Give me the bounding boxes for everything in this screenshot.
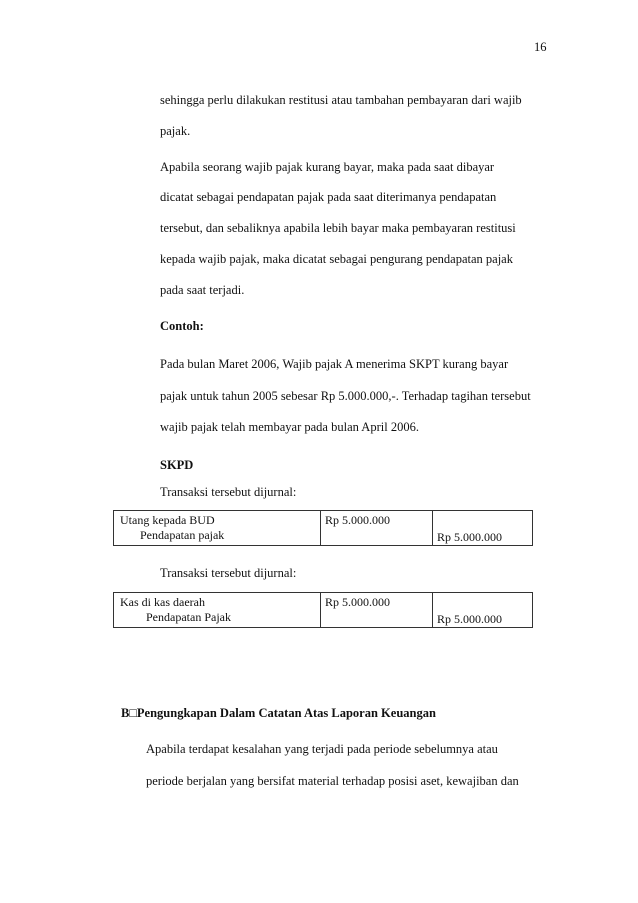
paragraph-line: dicatat sebagai pendapatan pajak pada saat diterimanya pendapatan	[160, 190, 497, 204]
contoh-heading: Contoh:	[160, 319, 204, 333]
section-title: Pengungkapan Dalam Catatan Atas Laporan Keuangan	[136, 706, 436, 720]
paragraph-line: wajib pajak telah membayar pada bulan April 2006.	[160, 420, 419, 434]
credit-account: Pendapatan pajak	[140, 528, 225, 542]
credit-account: Pendapatan Pajak	[146, 610, 231, 624]
paragraph-line: kepada wajib pajak, maka dicatat sebagai pengurang pendapatan pajak	[160, 252, 513, 266]
journal-caption: Transaksi tersebut dijurnal:	[160, 485, 297, 499]
debit-amount: Rp 5.000.000	[325, 513, 391, 527]
credit-amount: Rp 5.000.000	[437, 530, 503, 544]
credit-amount: Rp 5.000.000	[437, 612, 503, 626]
paragraph-line: tersebut, dan sebaliknya apabila lebih bayar maka pembayaran restitusi	[160, 221, 516, 235]
paragraph-line: Apabila seorang wajib pajak kurang bayar, maka pada saat dibayar	[160, 160, 495, 174]
paragraph-line: Apabila terdapat kesalahan yang terjadi pada periode sebelumnya atau	[146, 742, 498, 756]
section-heading	[121, 706, 436, 721]
paragraph-line: pajak untuk tahun 2005 sebesar Rp 5.000.000,-. Terhadap tagihan tersebut	[160, 389, 531, 403]
paragraph-line: sehingga perlu dilakukan restitusi atau tambahan pembayaran dari wajib	[160, 93, 522, 107]
paragraph-line: pada saat terjadi.	[160, 283, 245, 297]
debit-account: Utang kepada BUD	[120, 513, 215, 527]
journal-table	[113, 510, 533, 546]
paragraph-line: periode berjalan yang bersifat material terhadap posisi aset, kewajiban dan	[146, 774, 519, 788]
section-marker: B	[121, 706, 130, 720]
journal-table	[113, 592, 533, 628]
paragraph-line: pajak.	[160, 124, 191, 138]
box-glyph-icon: □	[129, 706, 137, 720]
skpd-heading: SKPD	[160, 458, 194, 472]
debit-amount: Rp 5.000.000	[325, 595, 391, 609]
journal-caption: Transaksi tersebut dijurnal:	[160, 566, 297, 580]
paragraph-line: Pada bulan Maret 2006, Wajib pajak A menerima SKPT kurang bayar	[160, 357, 509, 371]
debit-account: Kas di kas daerah	[120, 595, 205, 609]
page-number: 16	[534, 40, 547, 54]
